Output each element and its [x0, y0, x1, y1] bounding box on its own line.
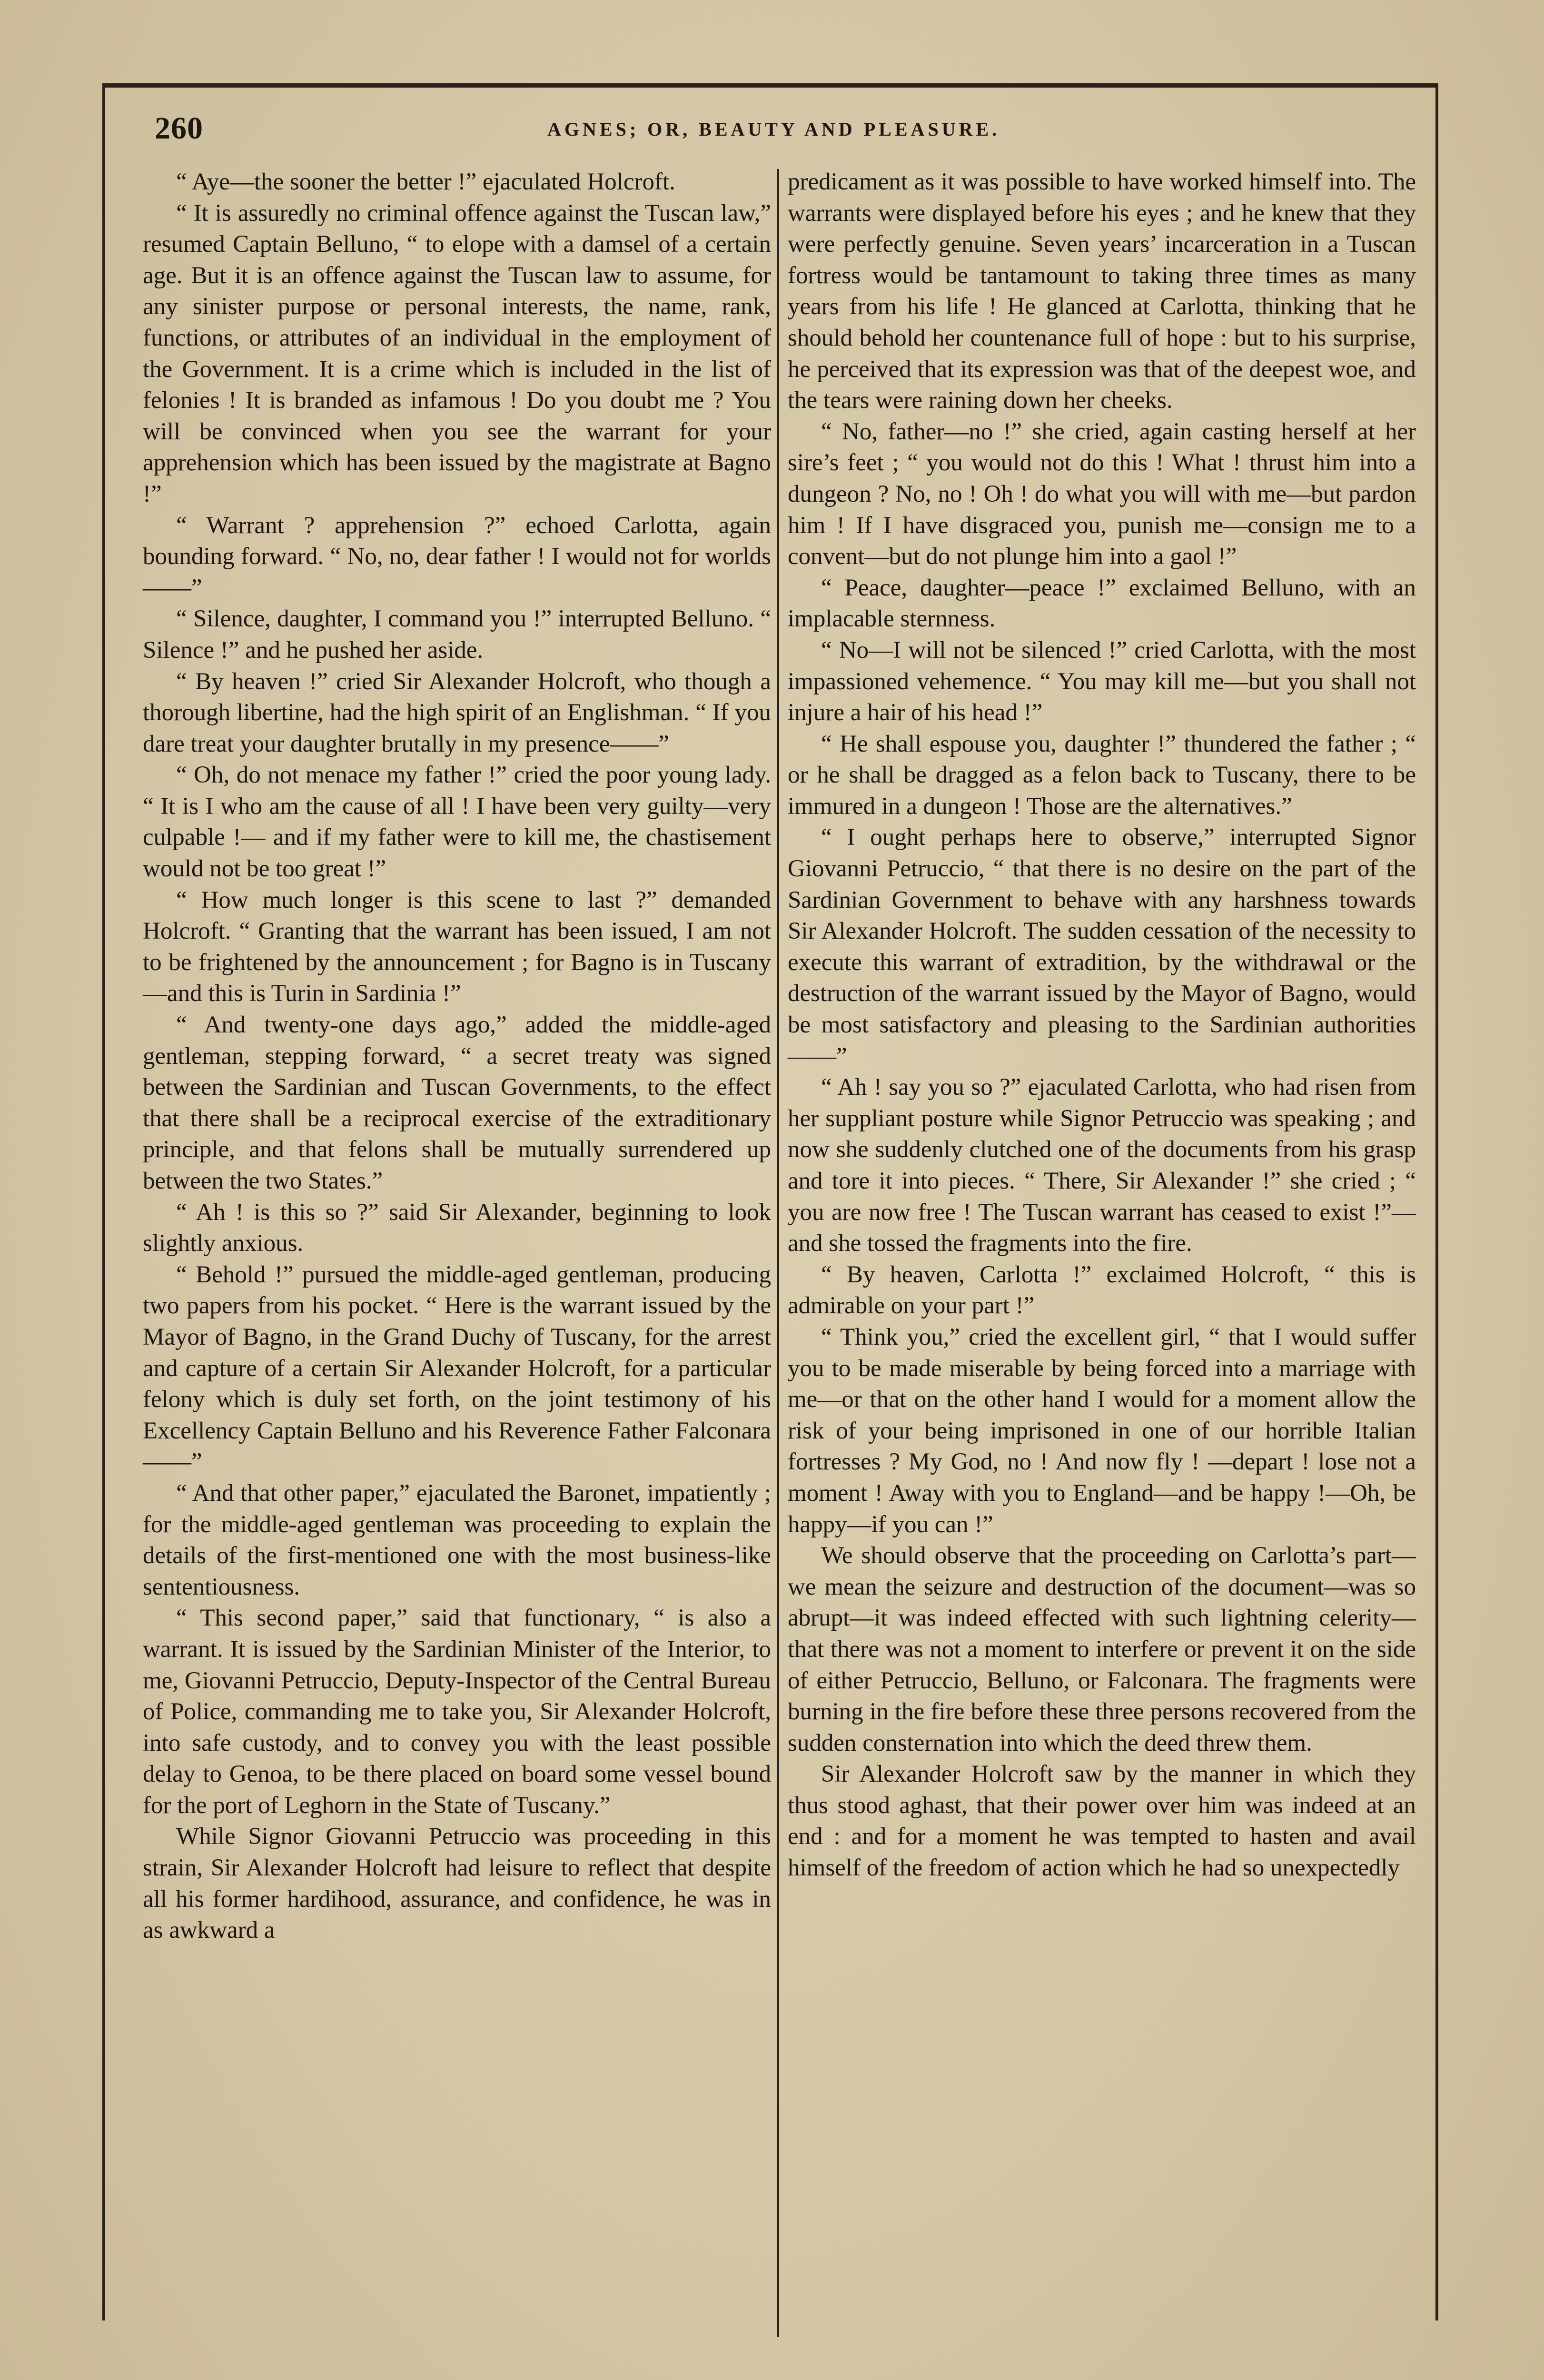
running-head: AGNES; OR, BEAUTY AND PLEASURE.	[547, 119, 1000, 140]
paragraph: “ This second paper,” said that functionary, “ is also a warrant. It is issued by the Sardinian Minister of the Interior, to me, Giovanni Petruccio, Deputy-Inspector of the Central Bureau of Police, commanding me to take you, Sir Alexander Holcroft, into safe custody, and to convey you with the least possible delay to Genoa, to be there placed on board some vessel bound for the port of Leghorn in the State of Tuscany.”	[143, 1605, 771, 1819]
paragraph: “ Silence, daughter, I command you !” interrupted Belluno. “ Silence !” and he pushed her aside.	[143, 605, 771, 664]
paragraph: “ By heaven, Carlotta !” exclaimed Holcroft, “ this is admirable on your part !”	[788, 1261, 1416, 1319]
paragraph: “ Peace, daughter—peace !” exclaimed Belluno, with an implacable sternness.	[788, 574, 1416, 633]
paragraph: predicament as it was possible to have worked himself into. The warrants were displayed before his eyes ; and he knew that they were perfectly genuine. Seven years’ incarceration in a Tuscan fortress would be tantamount to taking three times as many years from his life ! He glanced at Carlotta, thinking that he should behold her countenance full of hope : but to his surprise, he perceived that its expression was that of the deepest woe, and the tears were raining down her cheeks.	[788, 169, 1416, 414]
paragraph: “ How much longer is this scene to last ?” demanded Holcroft. “ Granting that the warrant has been issued, I am not to be frightened by the announcement ; for Bagno is in Tuscany—and this is Turin in Sardinia !”	[143, 886, 771, 1007]
column-divider	[777, 169, 779, 2337]
paragraph: “ Think you,” cried the excellent girl, “ that I would suffer you to be made miserable by being forced into a marriage with me—or that on the other hand I would for a moment allow the risk of your being imprisoned in one of our horrible Italian fortresses ? My God, no ! And now fly ! —depart ! lose not a moment ! Away with you to England—and be happy !—Oh, be happy—if you can !”	[788, 1323, 1416, 1538]
paragraph: “ And twenty-one days ago,” added the middle-aged gentleman, stepping forward, “ a secret treaty was signed between the Sardinian and Tuscan Governments, to the effect that there shall be a reciprocal exercise of the extraditionary principle, and that felons shall be mutually surrendered up between the two States.”	[143, 1012, 771, 1194]
paragraph: “ By heaven !” cried Sir Alexander Holcroft, who though a thorough libertine, had the high spirit of an Englishman. “ If you dare treat your daughter brutally in my presence——”	[143, 668, 771, 757]
paragraph: While Signor Giovanni Petruccio was proceeding in this strain, Sir Alexander Holcroft had leisure to reflect that despite all his former hardihood, assurance, and confidence, he was in as awkward a	[143, 1823, 771, 1944]
paragraph: “ No, father—no !” she cried, again casting herself at her sire’s feet ; “ you would not do this ! What ! thrust him into a dungeon ? No, no ! Oh ! do what you will with me—but pardon him ! If I have disgraced you, punish me—consign me to a convent—but do not plunge him into a gaol !”	[788, 418, 1416, 570]
paragraph: “ I ought perhaps here to observe,” interrupted Signor Giovanni Petruccio, “ that there is no desire on the part of the Sardinian Government to behave with any harshness towards Sir Alexander Holcroft. The sudden cessation of the necessity to execute this warrant of extradition, by the withdrawal or the destruction of the warrant issued by the Mayor of Bagno, would be most satisfactory and pleasing to the Sardinian authorities——”	[788, 824, 1416, 1070]
paragraph: “ Oh, do not menace my father !” cried the poor young lady. “ It is I who am the cause of all ! I have been very guilty—very culpable !— and if my father were to kill me, the chastisement would not be too great !”	[143, 762, 771, 883]
paragraph: Sir Alexander Holcroft saw by the manner in which they thus stood aghast, that their power over him was indeed at an end : and for a moment he was tempted to hasten and avail himself of the freedom of action which he had so unexpectedly	[788, 1761, 1416, 1882]
paragraph: “ Warrant ? apprehension ?” echoed Carlotta, again bounding forward. “ No, no, dear father ! I would not for worlds——”	[143, 512, 771, 601]
paragraph: “ And that other paper,” ejaculated the Baronet, impatiently ; for the middle-aged gentleman was proceeding to explain the details of the first-mentioned one with the most business-like sententiousness.	[143, 1479, 771, 1600]
paragraph: “ Ah ! is this so ?” said Sir Alexander, beginning to look slightly anxious.	[143, 1199, 771, 1257]
left-column	[143, 167, 771, 1946]
paragraph: “ He shall espouse you, daughter !” thundered the father ; “ or he shall be dragged as a felon back to Tuscany, there to be immured in a dungeon ! Those are the alternatives.”	[788, 730, 1416, 820]
paragraph: “ No—I will not be silenced !” cried Carlotta, with the most impassioned vehemence. “ You may kill me—but you shall not injure a hair of his head !”	[788, 636, 1416, 726]
right-column	[788, 167, 1416, 1884]
paragraph: “ Behold !” pursued the middle-aged gentleman, producing two papers from his pocket. “ Here is the warrant issued by the Mayor of Bagno, in the Grand Duchy of Tuscany, for the arrest and capture of a certain Sir Alexander Holcroft, for a particular felony which is duly set forth, on the joint testimony of his Excellency Captain Belluno and his Reverence Father Falconara——”	[143, 1261, 771, 1476]
paragraph: “ Aye—the sooner the better !” ejaculated Holcroft.	[176, 169, 675, 195]
right-frame-line	[1435, 83, 1438, 2320]
paragraph: “ Ah ! say you so ?” ejaculated Carlotta, who had risen from her suppliant posture while Signor Petruccio was speaking ; and now she suddenly clutched one of the documents from his grasp and tore it into pieces. “ There, Sir Alexander !” she cried ; “ you are now free ! The Tuscan warrant has ceased to exist !”—and she tossed the fragments into the fire.	[788, 1074, 1416, 1257]
page-number: 260	[155, 111, 203, 146]
left-frame-line	[102, 83, 105, 2320]
top-rule	[102, 83, 1438, 88]
paragraph: “ It is assuredly no criminal offence against the Tuscan law,” resumed Captain Belluno, “ to elope with a damsel of a certain age. But it is an offence against the Tuscan law to assume, for any sinister purpose or personal interests, the name, rank, functions, or attributes of an individual in the employment of the Government. It is a crime which is included in the list of felonies ! It is branded as infamous ! Do you doubt me ? You will be convinced when you see the warrant for your apprehension which has been issued by the magistrate at Bagno !”	[143, 199, 771, 507]
paragraph: We should observe that the proceeding on Carlotta’s part—we mean the seizure and destruction of the document—was so abrupt—it was indeed effected with such lightning celerity—that there was not a moment to interfere or prevent it on the side of either Petruccio, Belluno, or Falconara. The fragments were burning in the fire before these three persons recovered from the sudden consternation into which the deed threw them.	[788, 1542, 1416, 1756]
